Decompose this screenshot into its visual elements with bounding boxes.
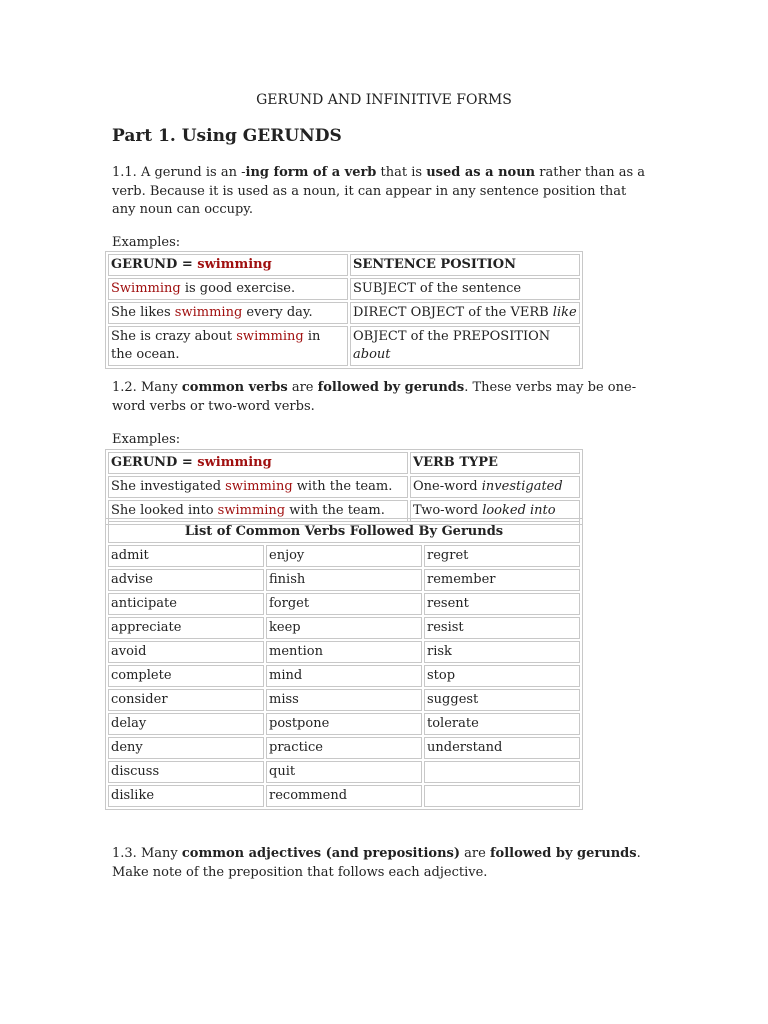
header-gerund-word: swimming: [197, 257, 272, 272]
verb-cell: resist: [424, 617, 580, 639]
table-row: [108, 761, 580, 783]
verb-cell: mention: [266, 641, 422, 663]
section-1-2-paragraph: [112, 379, 652, 416]
s11-text-3: rather than as a verb. Because it is used as a noun, it can appear in any sentence position that any noun can occupy.: [112, 165, 646, 217]
s13-bold-2: followed by gerunds: [489, 846, 637, 861]
example-rest: every day.: [242, 305, 313, 320]
position-italic: about: [353, 347, 391, 362]
verb-cell: finish: [266, 569, 422, 591]
table-row: [108, 476, 580, 498]
example-gerund: swimming: [174, 305, 243, 320]
verb-cell: delay: [108, 713, 264, 735]
position-cell: [350, 278, 580, 300]
example-sentence-cell: [108, 476, 408, 498]
s11-text-2: that is: [376, 165, 427, 180]
section-1-3-paragraph: [112, 845, 652, 882]
example-pre: She investigated: [111, 479, 226, 494]
verb-cell: complete: [108, 665, 264, 687]
table-row: [108, 785, 580, 807]
verb-type-text: One-word: [413, 479, 482, 494]
example-rest: with the team.: [285, 503, 385, 518]
s12-text-3: . These verbs may be one-word verbs or two-word verbs.: [112, 380, 637, 414]
s13-text-3: . Make note of the preposition that follows each adjective.: [112, 846, 641, 880]
example-gerund: swimming: [217, 503, 286, 518]
verb-cell: dislike: [108, 785, 264, 807]
verbs-list-body: [108, 545, 580, 807]
table-header-row: [108, 521, 580, 543]
section-1-1-paragraph: [112, 164, 652, 220]
verb-cell: mind: [266, 665, 422, 687]
table-row: [108, 326, 580, 366]
verb-cell: admit: [108, 545, 264, 567]
s11-bold-1: ing form of a verb: [245, 165, 377, 180]
verb-cell: tolerate: [424, 713, 580, 735]
header-gerund-cell: [108, 254, 348, 276]
verb-cell: resent: [424, 593, 580, 615]
document-title: GERUND AND INFINITIVE FORMS: [256, 92, 512, 108]
example-rest: is good exercise.: [180, 281, 296, 296]
table-row: [108, 569, 580, 591]
table-row: [108, 593, 580, 615]
verb-type-cell: [410, 476, 580, 498]
s13-text-1: 1.3. Many: [112, 846, 182, 861]
table-row: [108, 689, 580, 711]
common-verbs-table: [105, 518, 583, 810]
example-pre: She looked into: [111, 503, 218, 518]
verb-cell: practice: [266, 737, 422, 759]
table-header-row: [108, 254, 580, 276]
verb-cell: quit: [266, 761, 422, 783]
verbs-list-heading: List of Common Verbs Followed By Gerunds: [108, 521, 580, 543]
s12-text-1: 1.2. Many: [112, 380, 182, 395]
position-text: OBJECT of the PREPOSITION: [353, 329, 551, 344]
s13-bold-1: common adjectives (and prepositions): [181, 846, 461, 861]
table-row: [108, 641, 580, 663]
example-sentence-cell: [108, 302, 348, 324]
table-header-row: [108, 452, 580, 474]
example-sentence-cell: [108, 278, 348, 300]
verb-cell: understand: [424, 737, 580, 759]
position-text: DIRECT OBJECT of the VERB: [353, 305, 553, 320]
header-gerund-cell: [108, 452, 408, 474]
verb-cell: suggest: [424, 689, 580, 711]
verb-cell: consider: [108, 689, 264, 711]
table-row: [108, 302, 580, 324]
s13-text-2: are: [460, 846, 490, 861]
table-row: [108, 617, 580, 639]
verb-cell: forget: [266, 593, 422, 615]
gerund-position-table: [105, 251, 583, 369]
verb-cell: appreciate: [108, 617, 264, 639]
verb-cell: advise: [108, 569, 264, 591]
verb-cell: [424, 761, 580, 783]
position-cell: [350, 326, 580, 366]
header-gerund-label: GERUND =: [111, 455, 198, 470]
examples-label: Examples:: [112, 432, 181, 447]
part1-heading: Part 1. Using GERUNDS: [112, 126, 342, 146]
verb-cell: recommend: [266, 785, 422, 807]
verb-type-italic: investigated: [481, 479, 563, 494]
examples-label: Examples:: [112, 235, 181, 250]
position-text: SUBJECT of the sentence: [353, 281, 522, 296]
verb-cell: postpone: [266, 713, 422, 735]
example-sentence-cell: [108, 326, 348, 366]
gerund-verb-type-table: [105, 449, 583, 525]
s12-bold-2: followed by gerunds: [317, 380, 465, 395]
verb-cell: risk: [424, 641, 580, 663]
s12-text-2: are: [287, 380, 318, 395]
example-gerund: Swimming: [111, 281, 181, 296]
table-row: [108, 665, 580, 687]
example-rest: with the team.: [292, 479, 393, 494]
header-position-cell: SENTENCE POSITION: [350, 254, 580, 276]
header-verb-type-cell: VERB TYPE: [410, 452, 580, 474]
position-italic: like: [552, 305, 577, 320]
s11-text-1: 1.1. A gerund is an -: [112, 165, 246, 180]
verb-cell: [424, 785, 580, 807]
verb-cell: keep: [266, 617, 422, 639]
table-row: [108, 278, 580, 300]
verb-cell: anticipate: [108, 593, 264, 615]
position-cell: [350, 302, 580, 324]
example-gerund: swimming: [236, 329, 304, 344]
table-row: [108, 713, 580, 735]
verb-cell: avoid: [108, 641, 264, 663]
s12-bold-1: common verbs: [181, 380, 288, 395]
example-rest: in the ocean.: [111, 329, 321, 362]
verb-cell: enjoy: [266, 545, 422, 567]
verb-cell: deny: [108, 737, 264, 759]
example-pre: She is crazy about: [111, 329, 237, 344]
verb-cell: miss: [266, 689, 422, 711]
verb-cell: regret: [424, 545, 580, 567]
verb-cell: remember: [424, 569, 580, 591]
table-row: [108, 545, 580, 567]
verb-cell: stop: [424, 665, 580, 687]
example-pre: She likes: [111, 305, 175, 320]
header-gerund-label: GERUND =: [111, 257, 198, 272]
verb-type-italic: looked into: [482, 503, 556, 518]
header-gerund-word: swimming: [197, 455, 272, 470]
verb-type-text: Two-word: [413, 503, 483, 518]
table-row: [108, 737, 580, 759]
s11-bold-2: used as a noun: [426, 165, 536, 180]
example-gerund: swimming: [225, 479, 293, 494]
verb-cell: discuss: [108, 761, 264, 783]
